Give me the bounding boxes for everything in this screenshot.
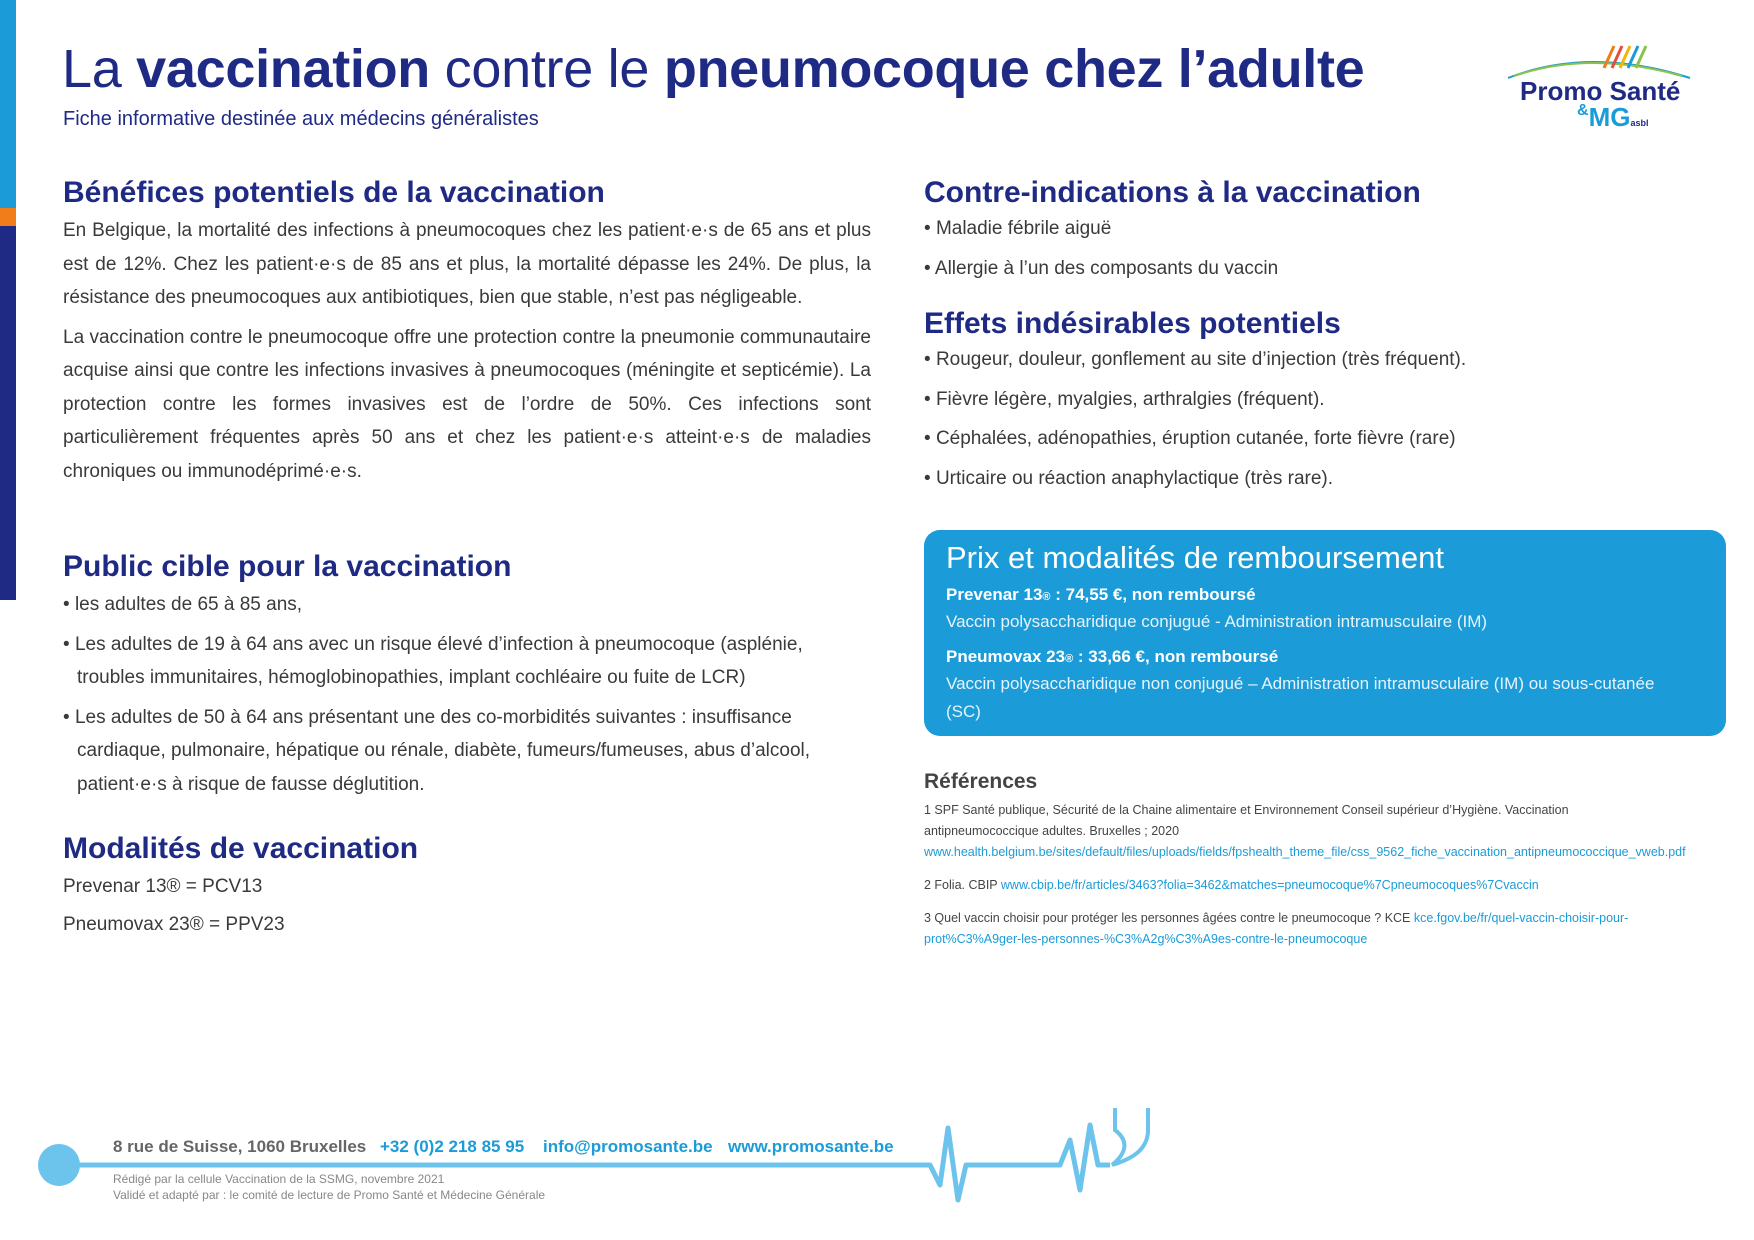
references-section <box>924 770 1684 962</box>
pneumovax-price-value: : 33,66 €, non remboursé <box>1073 647 1279 666</box>
prevenar-description: Vaccin polysaccharidique conjugué - Administration intramusculaire (IM) <box>946 612 1488 631</box>
effets-heading: Effets indésirables potentiels <box>924 307 1341 340</box>
footer-phone[interactable]: +32 (0)2 218 85 95 <box>380 1137 525 1156</box>
benefices-paragraph-1: En Belgique, la mortalité des infections à pneumocoques chez les patient·e·s de 65 ans et plus est de 12%. Chez les patient·e·s de 85 ans et plus, la mortalité dépasse les 24%. De plus, la résistance des pneumocoques aux antibiotiques, bien que stable, n’est pas négligeable. <box>63 220 871 308</box>
reference-1 <box>924 800 1684 863</box>
modalites-section <box>63 832 871 936</box>
logo-mg <box>1577 102 1648 133</box>
prevenar-price <box>946 585 1256 605</box>
effets-section <box>924 307 1724 495</box>
effet-item: • Rougeur, douleur, gonflement au site d’injection (très fréquent). <box>924 343 1724 377</box>
prix-box <box>924 530 1726 736</box>
reference-link[interactable]: www.health.belgium.be/sites/default/files/uploads/fields/fpshealth_theme_file/css_9562_fiche_vaccination_antipneumococcique_vweb.pdf <box>924 845 1686 859</box>
prix-heading: Prix et modalités de remboursement <box>946 540 1444 575</box>
contre-indications-section <box>924 176 1724 285</box>
pneumovax-price <box>946 647 1278 667</box>
reference-text: 3 Quel vaccin choisir pour protéger les personnes âgées contre le pneumocoque ? KCE <box>924 911 1414 925</box>
public-section <box>63 550 871 801</box>
registered-mark: ® <box>1065 653 1074 665</box>
footer-note-1: Rédigé par la cellule Vaccination de la SSMG, novembre 2021 <box>113 1172 445 1186</box>
reference-2 <box>924 875 1684 896</box>
left-bar-orange <box>0 208 16 226</box>
reference-text: 2 Folia. CBIP <box>924 878 1001 892</box>
left-color-bar <box>0 0 16 600</box>
footer-note-2: Validé et adapté par : le comité de lecture de Promo Santé et Médecine Générale <box>113 1188 546 1202</box>
benefices-heading: Bénéfices potentiels de la vaccination <box>63 176 605 209</box>
footer-website[interactable]: www.promosante.be <box>728 1137 894 1156</box>
title-part-bold: vaccination <box>136 39 430 99</box>
effet-item: • Urticaire ou réaction anaphylactique (très rare). <box>924 462 1724 496</box>
registered-mark: ® <box>1042 591 1051 603</box>
rainbow-arc-icon <box>1500 40 1700 80</box>
footer-dot <box>38 1144 80 1186</box>
title-part: contre le <box>429 39 664 99</box>
prevenar-name: Prevenar 13 <box>946 585 1043 604</box>
title-part-bold: pneumocoque chez l’adulte <box>663 39 1365 99</box>
public-item: • Les adultes de 19 à 64 ans avec un risque élevé d’infection à pneumocoque (asplénie, troubles immunitaires, hémoglobinopathies, implant cochléaire ou fuite de LCR) <box>63 628 871 695</box>
promo-sante-logo <box>1500 40 1700 140</box>
page-title <box>62 38 1364 100</box>
modalites-heading: Modalités de vaccination <box>63 832 419 865</box>
prevenar-price-value: : 74,55 €, non remboursé <box>1050 585 1256 604</box>
contre-indication-item: • Allergie à l’un des composants du vaccin <box>924 252 1724 286</box>
effet-item: • Fièvre légère, myalgies, arthralgies (fréquent). <box>924 383 1724 417</box>
contre-indications-heading: Contre-indications à la vaccination <box>924 176 1421 209</box>
modalites-line: Prevenar 13® = PCV13 <box>63 876 263 897</box>
reference-3 <box>924 908 1684 950</box>
footer-email[interactable]: info@promosante.be <box>543 1137 713 1156</box>
benefices-section <box>63 176 871 488</box>
public-item: • les adultes de 65 à 85 ans, <box>63 588 871 622</box>
logo-mg-text: MG <box>1588 102 1631 132</box>
modalites-line: Pneumovax 23® = PPV23 <box>63 914 285 935</box>
logo-asbl: asbl <box>1630 118 1649 128</box>
reference-link[interactable]: www.cbip.be/fr/articles/3463?folia=3462&matches=pneumocoque%7Cpneumocoques%7Cvaccin <box>1000 878 1539 892</box>
title-part: La <box>62 39 137 99</box>
references-heading: Références <box>924 770 1038 793</box>
left-bar-navy <box>0 226 16 600</box>
effet-item: • Céphalées, adénopathies, éruption cutanée, forte fièvre (rare) <box>924 422 1724 456</box>
reference-link[interactable]: kce.fgov.be/fr/quel-vaccin-choisir-pour-prot%C3%A9ger-les-personnes-%C3%A2g%C3%A9es-contre-le-pneumocoque <box>924 911 1629 946</box>
benefices-paragraph-2: La vaccination contre le pneumocoque offre une protection contre la pneumonie communautaire acquise ainsi que contre les infections invasives à pneumocoques (méningite et septicémie). La protection contre les formes invasives est de l’ordre de 50%. Ces infections sont particulièrement fréquentes après 50 ans et chez les patient·e·s atteint·e·s de maladies chroniques ou immunodéprimé·e·s. <box>63 326 871 482</box>
reference-text: 1 SPF Santé publique, Sécurité de la Chaine alimentaire et Environnement Conseil supérieur d’Hygiène. Vaccination antipneumococcique adultes. Bruxelles ; 2020 <box>924 803 1569 838</box>
pneumovax-description: Vaccin polysaccharidique non conjugué – Administration intramusculaire (IM) ou sous-cutanée (SC) <box>946 674 1655 721</box>
contre-indication-item: • Maladie fébrile aiguë <box>924 212 1724 246</box>
pneumovax-name: Pneumovax 23 <box>946 647 1066 666</box>
footer-address: 8 rue de Suisse, 1060 Bruxelles <box>113 1137 367 1156</box>
logo-amp: & <box>1577 102 1589 119</box>
page-subtitle: Fiche informative destinée aux médecins généralistes <box>63 108 539 130</box>
public-heading: Public cible pour la vaccination <box>63 550 512 583</box>
left-bar-blue <box>0 0 16 208</box>
public-item: • Les adultes de 50 à 64 ans présentant une des co-morbidités suivantes : insuffisance cardiaque, pulmonaire, hépatique ou rénale, diabète, fumeurs/fumeuses, abus d’alcool, patient·e·s à risque de fausse déglutition. <box>63 701 871 802</box>
logo-name: Promo Santé <box>1520 76 1681 106</box>
